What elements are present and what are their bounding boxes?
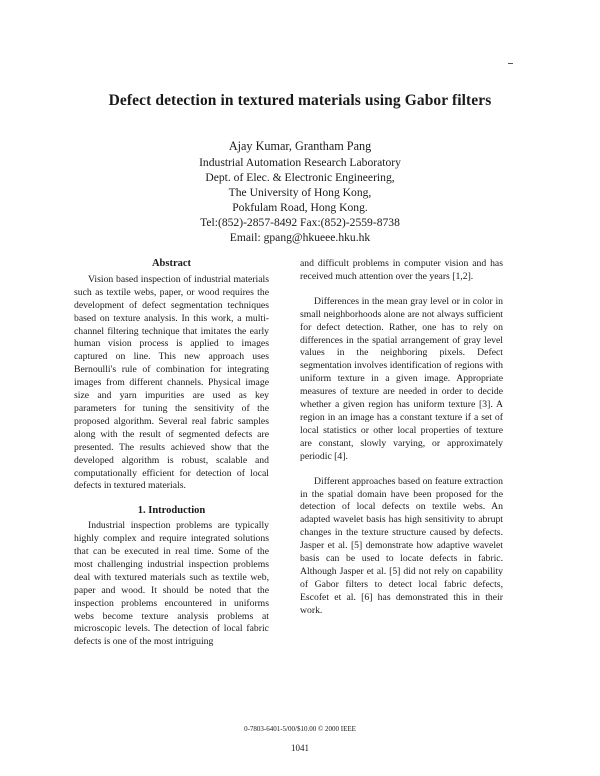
affiliation-line: Dept. of Elec. & Electronic Engineering, (205, 171, 395, 184)
introduction-paragraph: Differences in the mean gray level or in color in small neighborhoods alone are not always sufficient for defect detection. Rather, one has to rely on differences in the spatial arrangement of gray level values in the neighboring pixels. Defect segmentation involves identification of regions with uniform texture in a given image. Appropriate measures of texture are needed in order to decide whether a given region has uniform texture [3]. A region in an image has a constant texture if a set of local statistics or other local properties of texture are constant, slowly varying, or approximately periodic [4]. (300, 295, 503, 462)
affiliation-line: Industrial Automation Research Laboratory (199, 156, 401, 169)
copyright-code: 0-7803-6401-5/00/$10.00 © 2000 IEEE (244, 725, 356, 733)
abstract-text: Vision based inspection of industrial materials such as textile webs, paper, or wood requires the development of defect segmentation techniques based on texture analysis. In this work, a multi-channel filtering technique that imitates the early human vision process is applied to images captured on line. This new approach uses Bernoulli's rule of combination for integrating images from different channels. Physical image size and yarn impurities are used as key parameters for tuning the sensitivity of the proposed algorithm. Several real fabric samples along with the result of segmented defects are presented. The results achieved show that the developed algorithm is robust, scalable and computationally efficient for detection of local defects in textured materials. (74, 273, 269, 492)
page-number: 1041 (291, 743, 309, 753)
author-names: Ajay Kumar, Grantham Pang (228, 139, 372, 153)
author-block (0, 139, 600, 245)
contact-email: Email: gpang@hkueee.hku.hk (229, 231, 371, 244)
introduction-paragraph-continued: and difficult problems in computer vision and has received much attention over the years [1,2]. (300, 258, 503, 282)
introduction-heading: 1. Introduction (137, 505, 206, 517)
affiliation-line: Pokfulam Road, Hong Kong. (232, 201, 368, 214)
abstract-heading: Abstract (151, 258, 192, 269)
contact-phone-fax: Tel:(852)-2857-8492 Fax:(852)-2559-8738 (200, 216, 400, 229)
right-column (300, 258, 503, 618)
affiliation-line: The University of Hong Kong, (228, 186, 372, 199)
introduction-paragraph: Industrial inspection problems are typically highly complex and require integrated solutions that can be executed in real time. Some of the most challenging industrial inspection problems deal with textured materials such as textile web, paper and wood. It should be noted that the inspection problems encountered in uniforms webs become texture analysis problems at microscopic levels. The detection of local fabric defects is one of the most intriguing (74, 520, 269, 648)
introduction-paragraph: Different approaches based on feature extraction in the spatial domain have been proposed for the detection of local defects on textile webs. An adapted wavelet basis has high sensitivity to abrupt changes in the texture structure caused by defects. Jasper et al. [5] demonstrate how adaptive wavelet basis can be used to locate defects in fabric. Although Jasper et al. [5] did not rely on capability of Gabor filters to detect local fabric defects, Escofet et al. [6] has demonstrated this in their work. (300, 475, 503, 616)
paper-title: Defect detection in textured materials using Gabor filters (108, 92, 492, 109)
scan-mark (508, 63, 513, 64)
left-column (74, 258, 269, 649)
